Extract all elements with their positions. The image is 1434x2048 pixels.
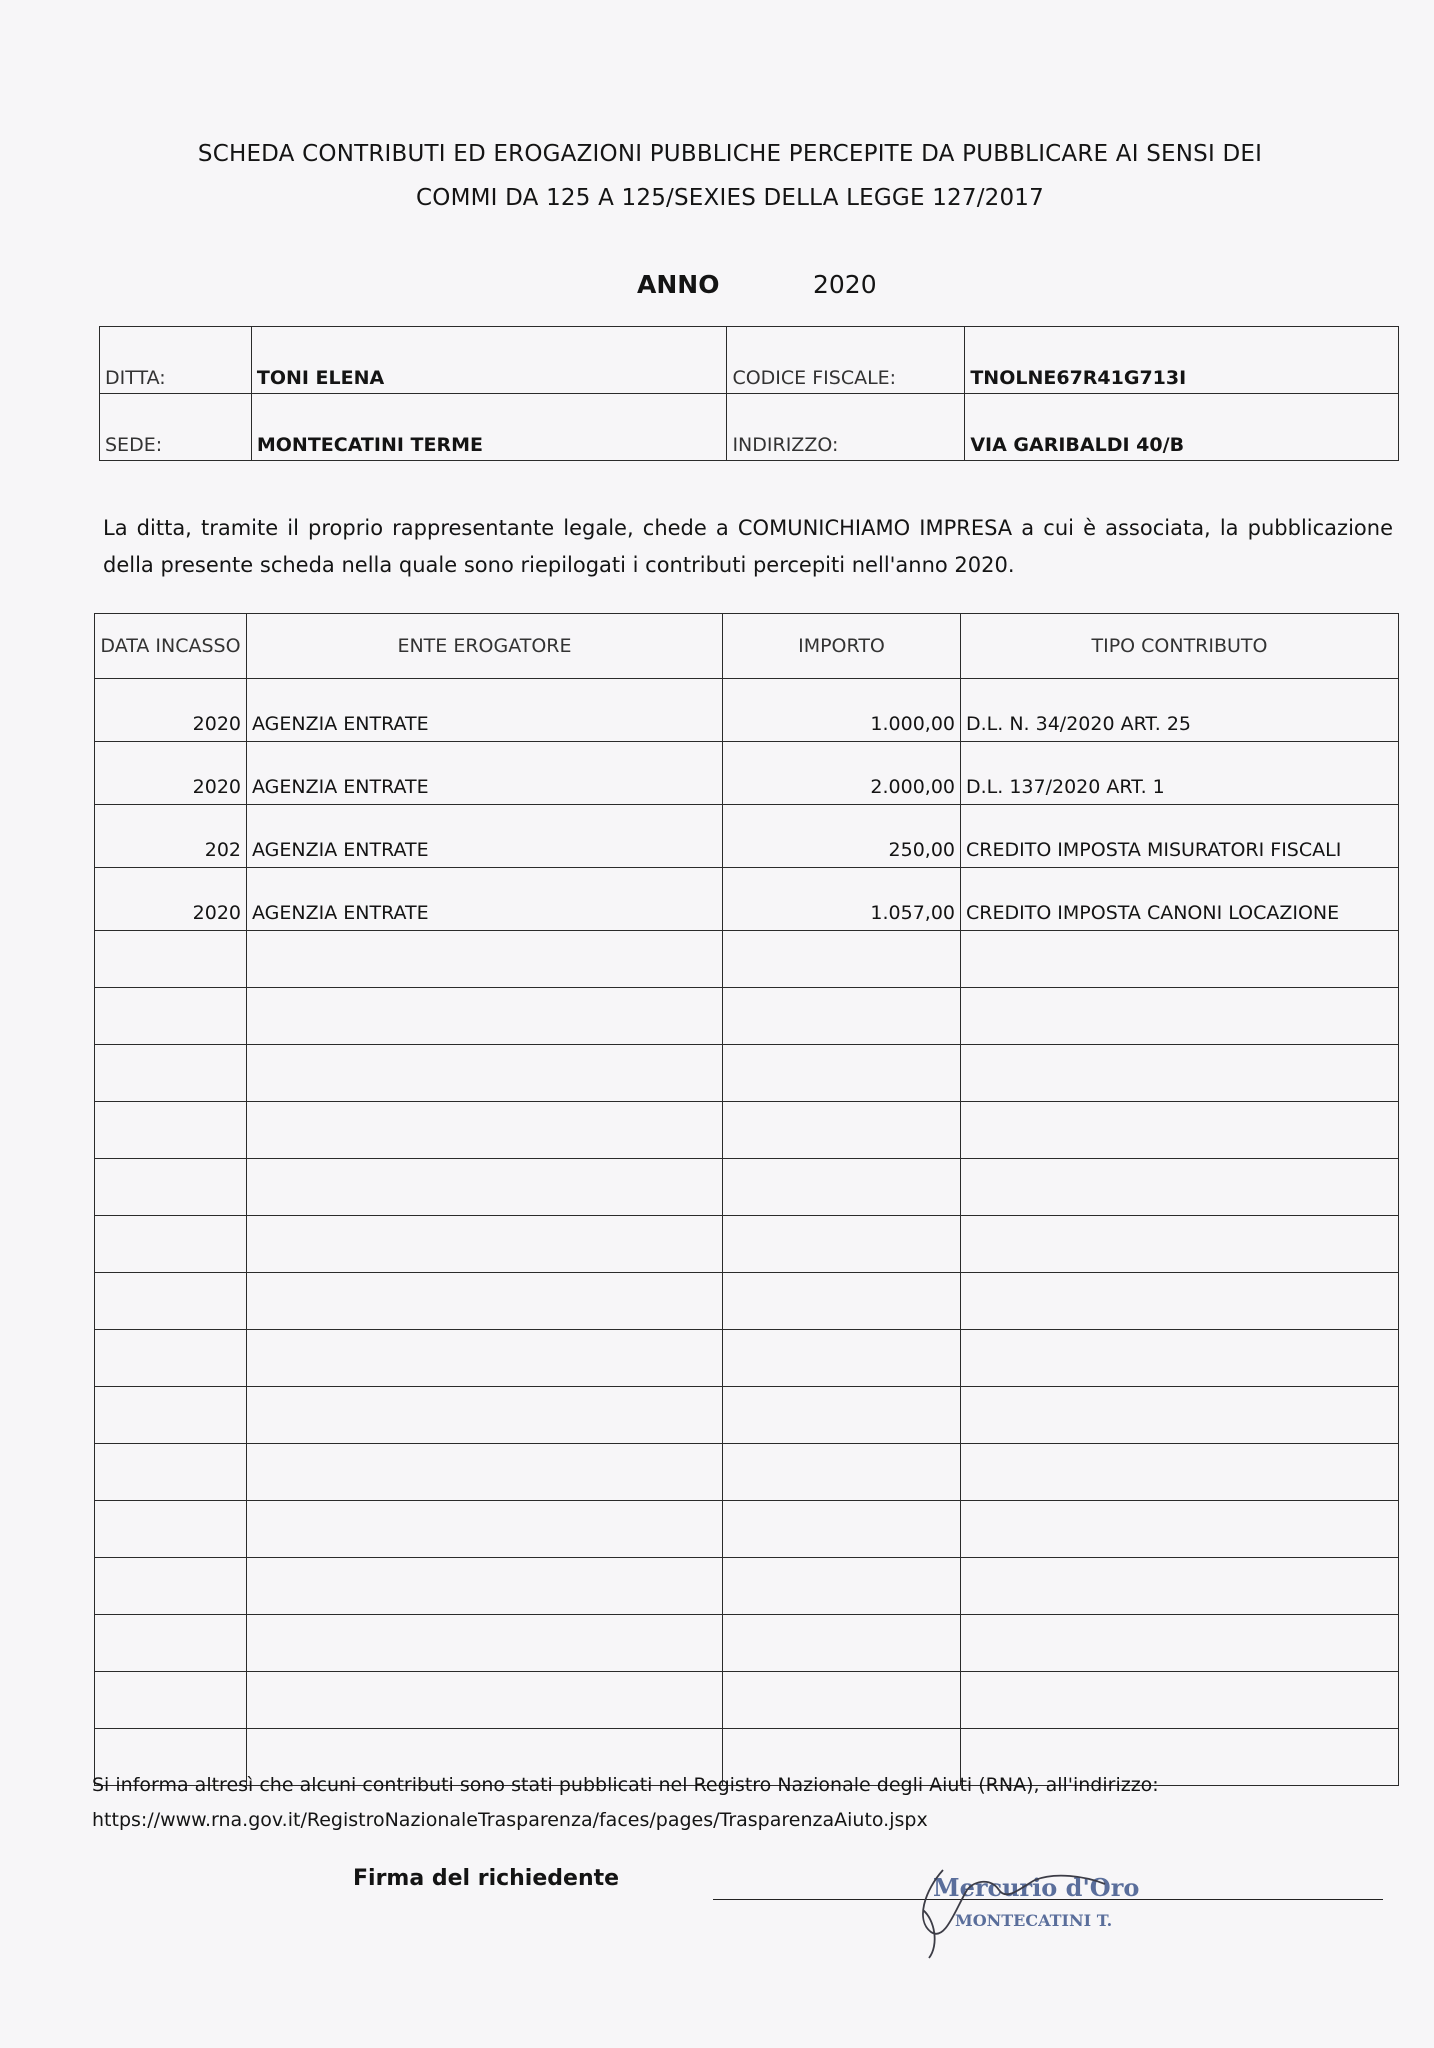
empty-cell (247, 1102, 723, 1159)
empty-cell (723, 1387, 961, 1444)
empty-cell (247, 1615, 723, 1672)
cell-importo: 250,00 (723, 805, 961, 868)
title-line-2: COMMI DA 125 A 125/SEXIES DELLA LEGGE 127/2017 (416, 185, 1044, 211)
empty-table-row (95, 931, 1399, 988)
empty-cell (961, 1159, 1399, 1216)
empty-cell (723, 1159, 961, 1216)
empty-cell (247, 1273, 723, 1330)
empty-cell (95, 1672, 247, 1729)
company-stamp (895, 1850, 1225, 1960)
empty-cell (95, 1330, 247, 1387)
signature-label: Firma del richiedente (353, 1866, 620, 1891)
cell-tipo-contributo: D.L. N. 34/2020 ART. 25 (961, 679, 1399, 742)
codice-fiscale-label: CODICE FISCALE: (727, 327, 965, 394)
cell-data-incasso: 2020 (95, 679, 247, 742)
codice-fiscale-value: TNOLNE67R41G713I (965, 327, 1399, 394)
table-row (95, 805, 1399, 868)
empty-cell (247, 1672, 723, 1729)
rna-note-text: Si informa altresì che alcuni contributi sono stati pubblicati nel Registro Nazionale degli Aiuti (RNA), all'indirizzo: (92, 1774, 1159, 1796)
header-tipo-contributo: TIPO CONTRIBUTO (961, 614, 1399, 679)
empty-cell (961, 1330, 1399, 1387)
empty-cell (95, 1045, 247, 1102)
empty-cell (247, 1501, 723, 1558)
empty-cell (723, 1672, 961, 1729)
empty-cell (961, 1045, 1399, 1102)
cell-tipo-contributo: D.L. 137/2020 ART. 1 (961, 742, 1399, 805)
empty-cell (95, 1615, 247, 1672)
table-row (95, 742, 1399, 805)
ditta-label: DITTA: (100, 327, 252, 394)
header-ente-erogatore: ENTE EROGATORE (247, 614, 723, 679)
empty-cell (247, 931, 723, 988)
empty-cell (723, 1558, 961, 1615)
cell-tipo-contributo: CREDITO IMPOSTA MISURATORI FISCALI (961, 805, 1399, 868)
empty-table-row (95, 1615, 1399, 1672)
cell-ente-erogatore: AGENZIA ENTRATE (247, 868, 723, 931)
empty-cell (961, 1216, 1399, 1273)
empty-table-row (95, 1330, 1399, 1387)
empty-table-row (95, 988, 1399, 1045)
empty-cell (723, 1615, 961, 1672)
empty-cell (247, 1216, 723, 1273)
empty-cell (723, 931, 961, 988)
empty-cell (95, 1216, 247, 1273)
empty-cell (961, 1615, 1399, 1672)
sede-value: MONTECATINI TERME (251, 394, 727, 461)
cell-importo: 1.000,00 (723, 679, 961, 742)
empty-cell (961, 1501, 1399, 1558)
cell-data-incasso: 2020 (95, 868, 247, 931)
empty-table-row (95, 1444, 1399, 1501)
empty-cell (247, 1159, 723, 1216)
empty-cell (95, 1387, 247, 1444)
empty-cell (95, 1102, 247, 1159)
table-row (95, 679, 1399, 742)
empty-cell (723, 1216, 961, 1273)
empty-cell (95, 931, 247, 988)
empty-cell (961, 1273, 1399, 1330)
indirizzo-label: INDIRIZZO: (727, 394, 965, 461)
sede-label: SEDE: (100, 394, 252, 461)
empty-cell (247, 1045, 723, 1102)
header-importo: IMPORTO (723, 614, 961, 679)
cell-data-incasso: 2020 (95, 742, 247, 805)
empty-cell (95, 1558, 247, 1615)
stamp-line-2: MONTECATINI T. (955, 1911, 1113, 1930)
empty-cell (247, 1558, 723, 1615)
title-line-1: SCHEDA CONTRIBUTI ED EROGAZIONI PUBBLICHE PERCEPITE DA PUBBLICARE AI SENSI DEI (197, 141, 1263, 167)
empty-cell (961, 1672, 1399, 1729)
company-info-row (100, 327, 1399, 394)
empty-table-row (95, 1216, 1399, 1273)
anno-label: ANNO (637, 270, 720, 299)
cell-ente-erogatore: AGENZIA ENTRATE (247, 805, 723, 868)
empty-cell (247, 1444, 723, 1501)
cell-ente-erogatore: AGENZIA ENTRATE (247, 742, 723, 805)
empty-cell (961, 1387, 1399, 1444)
company-info-table (99, 326, 1399, 461)
empty-cell (247, 1387, 723, 1444)
empty-cell (961, 1558, 1399, 1615)
empty-cell (95, 1501, 247, 1558)
cell-importo: 1.057,00 (723, 868, 961, 931)
cell-importo: 2.000,00 (723, 742, 961, 805)
empty-table-row (95, 1501, 1399, 1558)
empty-cell (723, 988, 961, 1045)
ditta-value: TONI ELENA (251, 327, 727, 394)
cell-tipo-contributo: CREDITO IMPOSTA CANONI LOCAZIONE (961, 868, 1399, 931)
empty-table-row (95, 1387, 1399, 1444)
empty-cell (723, 1501, 961, 1558)
empty-cell (961, 1102, 1399, 1159)
indirizzo-value: VIA GARIBALDI 40/B (965, 394, 1399, 461)
empty-table-row (95, 1159, 1399, 1216)
header-data-incasso: DATA INCASSO (95, 614, 247, 679)
empty-cell (961, 988, 1399, 1045)
cell-ente-erogatore: AGENZIA ENTRATE (247, 679, 723, 742)
anno-value: 2020 (813, 270, 877, 299)
rna-note (92, 1768, 1412, 1838)
empty-table-row (95, 1558, 1399, 1615)
company-info-row (100, 394, 1399, 461)
empty-cell (723, 1444, 961, 1501)
cell-data-incasso: 202 (95, 805, 247, 868)
empty-cell (95, 988, 247, 1045)
empty-table-row (95, 1273, 1399, 1330)
empty-table-row (95, 1102, 1399, 1159)
table-row (95, 868, 1399, 931)
rna-url: https://www.rna.gov.it/RegistroNazionaleTrasparenza/faces/pages/TrasparenzaAiuto.jspx (92, 1809, 928, 1831)
empty-cell (723, 1273, 961, 1330)
empty-cell (247, 988, 723, 1045)
empty-cell (247, 1330, 723, 1387)
stamp-line-1: Mercurio d'Oro (933, 1873, 1140, 1902)
intro-paragraph: La ditta, tramite il proprio rappresentante legale, chede a COMUNICHIAMO IMPRESA a cui è associata, la pubblicazione della presente scheda nella quale sono riepilogati i contributi percepiti nell'anno 2020. (103, 516, 1393, 577)
empty-cell (723, 1330, 961, 1387)
table-header-row (95, 614, 1399, 679)
contributions-table (94, 613, 1399, 1786)
empty-cell (723, 1102, 961, 1159)
empty-table-row (95, 1672, 1399, 1729)
empty-cell (95, 1444, 247, 1501)
empty-cell (95, 1273, 247, 1330)
document-title (100, 132, 1360, 220)
empty-cell (961, 931, 1399, 988)
empty-cell (723, 1045, 961, 1102)
empty-cell (961, 1444, 1399, 1501)
empty-cell (95, 1159, 247, 1216)
empty-table-row (95, 1045, 1399, 1102)
